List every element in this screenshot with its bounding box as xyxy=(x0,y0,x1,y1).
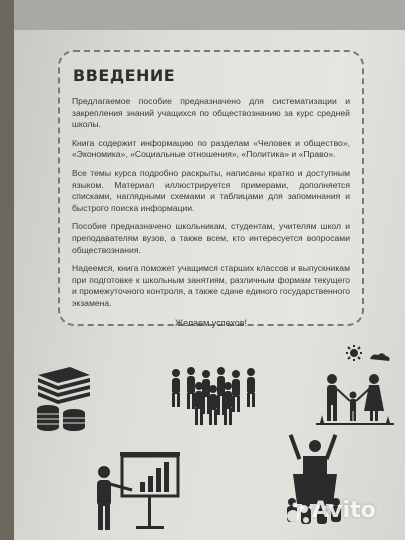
teacher-presentation-icon xyxy=(92,450,182,532)
intro-paragraph-2: Книга содержит информацию по разделам «Человек и общество», «Экономика», «Социальные отношения», «Политика» и «Право». xyxy=(72,137,350,160)
book-page xyxy=(14,0,405,540)
introduction-box xyxy=(58,50,364,326)
page-top-strip xyxy=(14,0,405,30)
introduction-title: ВВЕДЕНИЕ xyxy=(73,66,176,85)
crowd-icon xyxy=(164,365,266,427)
intro-paragraph-4: Пособие предназначено школьникам, студентам, учителям школ и преподавателям вузов, а также всем, кто интересуется вопросами обществознания. xyxy=(72,221,350,255)
closing-wish: Желаем успехов! xyxy=(174,317,248,328)
avito-watermark: Avito xyxy=(312,498,376,523)
money-stack-icon xyxy=(34,365,96,433)
intro-paragraph-1: Предлагаемое пособие предназначено для систематизации и закрепления знаний учащихся по обществознанию за курс средней школы. xyxy=(72,96,350,130)
intro-paragraph-3: Все темы курса подробно раскрыты, написаны кратко и доступным языком. Материал иллюстрируется примерами, дополняется списками, наглядными схемами и таблицами для запоминания и быстрого поиска информации. xyxy=(72,167,350,213)
intro-paragraph-5: Надеемся, книга поможет учащимся старших классов и выпускникам при подготовке к школьным занятиям, различным формам текущего и промежуточного контроля, а также сдаче единого государственного экзамена. xyxy=(72,263,350,308)
avito-logo-icon xyxy=(286,500,312,526)
family-icon xyxy=(316,345,394,427)
